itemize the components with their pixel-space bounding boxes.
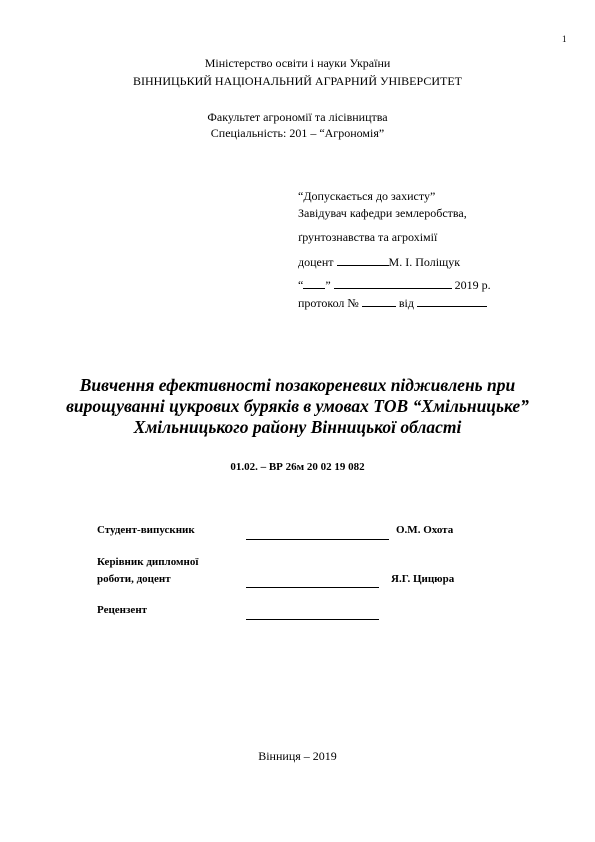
thesis-title-line-3: Хмільницького району Вінницької області — [133, 417, 462, 437]
faculty-name: Факультет агрономії та лісівництва — [207, 110, 388, 124]
university-name: ВІННИЦЬКИЙ НАЦІОНАЛЬНИЙ АГРАРНИЙ УНІВЕРСИТЕТ — [133, 74, 462, 88]
approval-line-date — [298, 278, 491, 293]
supervisor-label-line-1: Керівник дипломної — [97, 556, 199, 568]
approval-line-head: Завідувач кафедри землеробства, — [298, 206, 467, 220]
approval-rank: доцент — [298, 255, 334, 269]
thesis-title-line-1: Вивчення ефективності позакореневих підживлень при — [79, 375, 516, 395]
reviewer-signature-line — [246, 619, 379, 620]
student-signature-line — [246, 539, 389, 540]
month-blank — [334, 288, 452, 289]
student-label: Студент-випускник — [97, 524, 195, 536]
open-quote: “ — [298, 278, 304, 292]
approval-line-protocol — [298, 296, 487, 311]
thesis-code: 01.02. – ВР 26м 20 02 19 082 — [230, 461, 365, 473]
city-year: Вінниця – 2019 — [258, 749, 337, 763]
approval-year: 2019 р. — [454, 278, 491, 292]
protocol-date-blank — [417, 306, 487, 307]
specialty-name: Спеціальність: 201 – “Агрономія” — [210, 126, 385, 140]
day-blank — [303, 288, 325, 289]
approval-line-signatory — [298, 255, 460, 270]
supervisor-name: Я.Г. Цицюра — [391, 573, 455, 585]
supervisor-label-line-2: роботи, доцент — [97, 573, 171, 585]
approval-head-name: М. І. Поліщук — [388, 255, 461, 269]
ministry-name: Міністерство освіти і науки України — [204, 56, 391, 70]
reviewer-label: Рецензент — [97, 604, 148, 616]
protocol-number-blank — [362, 306, 396, 307]
page-number: 1 — [562, 34, 567, 44]
thesis-title-line-2: вирощуванні цукрових буряків в умовах ТОВ “Хмільницьке” — [66, 396, 529, 416]
supervisor-signature-line — [246, 587, 379, 588]
signature-blank — [337, 265, 389, 266]
approval-line-department: ґрунтознавства та агрохімії — [298, 230, 438, 244]
student-name: О.М. Охота — [396, 524, 454, 536]
protocol-from-label: від — [398, 296, 414, 310]
protocol-label: протокол № — [298, 296, 359, 310]
close-quote: ” — [325, 278, 331, 292]
approval-line-admit: “Допускається до захисту” — [298, 189, 436, 203]
